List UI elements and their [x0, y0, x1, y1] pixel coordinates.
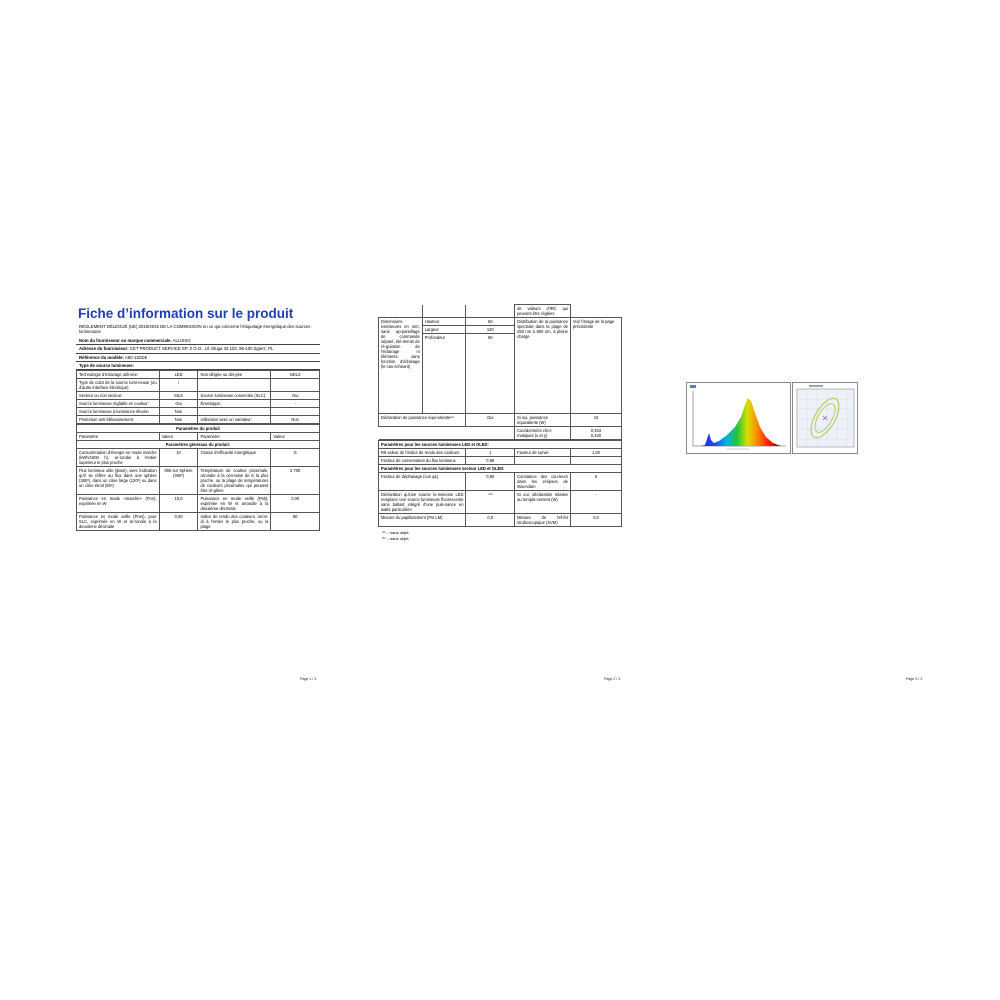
- macadam-ellipse-graphic: [793, 383, 857, 453]
- table-row: [77, 379, 320, 392]
- parameter-label: Température de couleur proximale, arrondie à la cen-taine de K la plus proche, ou la plage de températures de couleurs proximales qui peuvent être ré-glées: [198, 467, 271, 495]
- parameter-value: NDLS: [271, 371, 320, 379]
- parameter-label: Puissance en mode veille (Pnet), pour SLC, exprimée en W et ar-rondie à la deuxième décimale: [77, 513, 160, 531]
- page-title: Fiche d’information sur le produit: [78, 306, 294, 321]
- parameter-label: Source lumineuse réglable en couleur:: [77, 400, 160, 408]
- document-page-3-images: [686, 382, 856, 454]
- parameter-label: Consommation d'énergie en mode marche (kWh/1000 h), ar-rondie à l'entier supérieur le plus proche: [77, 449, 160, 467]
- table-row: [77, 495, 320, 513]
- source-type-table: [76, 370, 320, 424]
- parameter-label: R9 valeur de l'indice de rendu des couleurs: [379, 449, 466, 457]
- page-number: Page 1 / 3: [300, 677, 317, 681]
- supplier-name-line: Nom du fournisseur ou marque commerciale. ALLISSO: [76, 337, 320, 345]
- parameter-label: Facteur de conservation du flux lumineux: [379, 457, 466, 465]
- parameter-value: 1: [466, 449, 515, 457]
- table-row: [77, 400, 320, 408]
- parameter-value: 1,00: [570, 449, 621, 457]
- col-header-value: Valeur: [271, 433, 320, 441]
- parameter-value: 0,0: [466, 514, 515, 527]
- logo-mark: [690, 385, 696, 388]
- table-row: [77, 371, 320, 379]
- parameter-value: Non: [271, 416, 320, 424]
- table-row: [77, 467, 320, 495]
- dimensions-table: [378, 304, 622, 440]
- led-params-table: [378, 440, 622, 527]
- table-row: [379, 457, 622, 465]
- document-page-1: [76, 304, 320, 669]
- parameter-value: G: [271, 449, 320, 467]
- page-number: Page 2 / 3: [604, 677, 621, 681]
- parameter-value: 0,00: [159, 513, 198, 531]
- parameter-value: MLS: [159, 392, 198, 400]
- parameter-label: Puissance en mode veille (Psb), exprimée en W et arrondie à la deuxième décimale: [198, 495, 271, 513]
- parameter-value: 0,00: [271, 495, 320, 513]
- equivalent-power-label: Déclaration de puissance équi-valente⁽ᵃ⁾: [379, 414, 466, 427]
- table-row: [379, 514, 622, 527]
- dim-label: Hauteur: [422, 318, 466, 326]
- col-header-value: Valeur: [159, 433, 198, 441]
- model-reference-line: Référence du modèle: A60-11DD5: [76, 354, 320, 362]
- chart-caption-mark: [809, 385, 823, 387]
- parameter-label: Constance des cou-leurs dans les el-lipses de MacAdam: [515, 473, 571, 491]
- parameter-value: [271, 379, 320, 392]
- parameter-value: 2 700: [271, 467, 320, 495]
- general-params-title: Paramètres généraux du produit:: [77, 441, 320, 449]
- document-page-2: [378, 304, 622, 594]
- dim-value: 60: [466, 334, 515, 414]
- parameter-label: Facteur de survie: [515, 449, 571, 457]
- spectrum-graphic: [687, 383, 790, 453]
- parameter-label: [515, 457, 571, 465]
- source-type-line: Type de source lumineuse:: [76, 362, 320, 370]
- parameter-label: Secteur ou non secteur:: [77, 392, 160, 400]
- dim-value: 60: [466, 318, 515, 326]
- dim-label: Profondeur: [422, 334, 466, 414]
- parameter-label: Mesure du papillotement (Pst LM): [379, 514, 466, 527]
- parameter-value: -: [570, 491, 621, 514]
- regulation-text: RÈGLEMENT DÉLÉGUÉ (UE) 2019/2015 DE LA COMMISSION en ce qui concerne l'étiquetage énergétique des sources lumineuses: [79, 324, 311, 335]
- equivalent-power-w-label: Si oui, puissance équivalente (W): [515, 414, 571, 427]
- parameter-value: Non: [159, 408, 198, 416]
- dim-value: 120: [466, 326, 515, 334]
- mains-params-title: Paramètres pour les sources lumineuses secteur LED et OLED:: [379, 465, 622, 473]
- parameter-value: 806 sur Sphère (360º): [159, 467, 198, 495]
- table-row: [77, 416, 320, 424]
- parameter-value: -⁽ᵇ⁾: [466, 491, 515, 514]
- parameter-label: Déclaration qu'une source lu-mineuse LED remplace une source lumineuse fluorescente sans ballast intégré d'une puis-sance en watts particulière: [379, 491, 466, 514]
- supplier-address-line: Adresse du fournisseur: CET PRODUCT SERVICE SP. Z O.O., Ul. Dluga 33 102, 95-100 Zgierz, PL: [76, 345, 320, 353]
- spectral-label: Distribution de la puissance spectrale dans la plage de 250 nm à 800 nm, à pleine charge: [515, 318, 571, 414]
- table-row: [77, 408, 320, 416]
- table-row: [77, 449, 320, 467]
- parameter-label: Utilisation avec un variateur:: [198, 416, 271, 424]
- parameter-value: 10,0: [159, 495, 198, 513]
- parameter-value: 80: [271, 513, 320, 531]
- parameter-label: Source lumineuse à luminance élevée:: [77, 408, 160, 416]
- dimensions-label: Dimensions extérieures en mm, sans ap-pareillage de commande séparé, élé-ments de ré-gulation de l'éclairage ni éléments sans fonction d'éclairage (le cas échéant): [379, 318, 423, 414]
- parameter-label: Non-dirigée ou diri-gée: [198, 371, 271, 379]
- parameter-value: LED: [159, 371, 198, 379]
- parameter-value: Non: [159, 416, 198, 424]
- equivalent-power-declared: Oui: [466, 414, 515, 427]
- parameter-label: [198, 379, 271, 392]
- parameter-value: 0,90: [466, 473, 515, 491]
- chromaticity-diagram-image: [792, 382, 858, 454]
- parameter-label: Source lumineuse connectée (SLC):: [198, 392, 271, 400]
- spectral-value: Voir l'image de la page précédente: [570, 318, 621, 414]
- table-row: [379, 473, 622, 491]
- chromaticity-label: Coordonnées chro-matiques (x et y): [515, 427, 571, 440]
- parameter-label: Si oui, déclaration relative au rempla-cement (W): [515, 491, 571, 514]
- parameter-value: 10: [159, 449, 198, 467]
- product-parameters-table: [76, 424, 320, 531]
- parameter-value: 0,0: [570, 514, 621, 527]
- table-row: [77, 392, 320, 400]
- parameter-label: Facteur de déphasage (cos φ1): [379, 473, 466, 491]
- parameter-value: [271, 408, 320, 416]
- parameter-label: Enveloppe:: [198, 400, 271, 408]
- parameter-value: Oui: [159, 400, 198, 408]
- col-header-param: Paramètre: [77, 433, 160, 441]
- equivalent-power-w-value: 10: [570, 414, 621, 427]
- parameter-label: Protection anti-éblouissement:: [77, 416, 160, 424]
- chromaticity-values: 0,463 0,420: [570, 427, 621, 440]
- parameter-value: -: [271, 400, 320, 408]
- footnote-a: ⁽ᵃ⁾ -: sans objet;: [382, 530, 410, 535]
- parameter-value: Oui: [271, 392, 320, 400]
- parameter-label: Mesure de l'ef-fet stroboscopique (SVM): [515, 514, 571, 527]
- page-number: Page 3 / 3: [906, 677, 923, 681]
- params-title: Paramètres du produit: [77, 425, 320, 433]
- parameter-value: [570, 457, 621, 465]
- led-params-title: Paramètres pour les sources lumineuses LED et OLED:: [379, 441, 622, 449]
- footnotes: [378, 530, 622, 542]
- table-row: [379, 491, 622, 514]
- parameter-label: [198, 408, 271, 416]
- table-row: [379, 449, 622, 457]
- cri-range-text: de valeurs d'IRC qui peuvent être réglées: [515, 305, 571, 318]
- table-row: [77, 513, 320, 531]
- parameter-value: 0,96: [466, 457, 515, 465]
- parameter-label: Type de culot de la source lumi-neuse (ou d'autre interface électrique): [77, 379, 160, 392]
- parameter-label: Technologie d'éclairage utili-sée:: [77, 371, 160, 379]
- spectral-distribution-image: [686, 382, 791, 454]
- parameter-label: Puissance en mode «marche» (Pon), exprimée en W: [77, 495, 160, 513]
- parameter-label: Classe d'efficacité énergétique: [198, 449, 271, 467]
- dim-label: Largeur: [422, 326, 466, 334]
- col-header-param: Paramètre: [198, 433, 271, 441]
- footnote-b: ⁽ᵇ⁾ -: sans objet;: [382, 536, 410, 541]
- parameter-label: Indice de rendu des couleurs, arron-di à l'entier le plus proche, ou la plage: [198, 513, 271, 531]
- parameter-value: 6: [570, 473, 621, 491]
- parameter-label: Flux lumineux utile (ϕuse), avec indication qu'il se réfère au flux dans une sphère (360º), dans un cône large (120º) ou dans un cône étroit (90º): [77, 467, 160, 495]
- parameter-value: /: [159, 379, 198, 392]
